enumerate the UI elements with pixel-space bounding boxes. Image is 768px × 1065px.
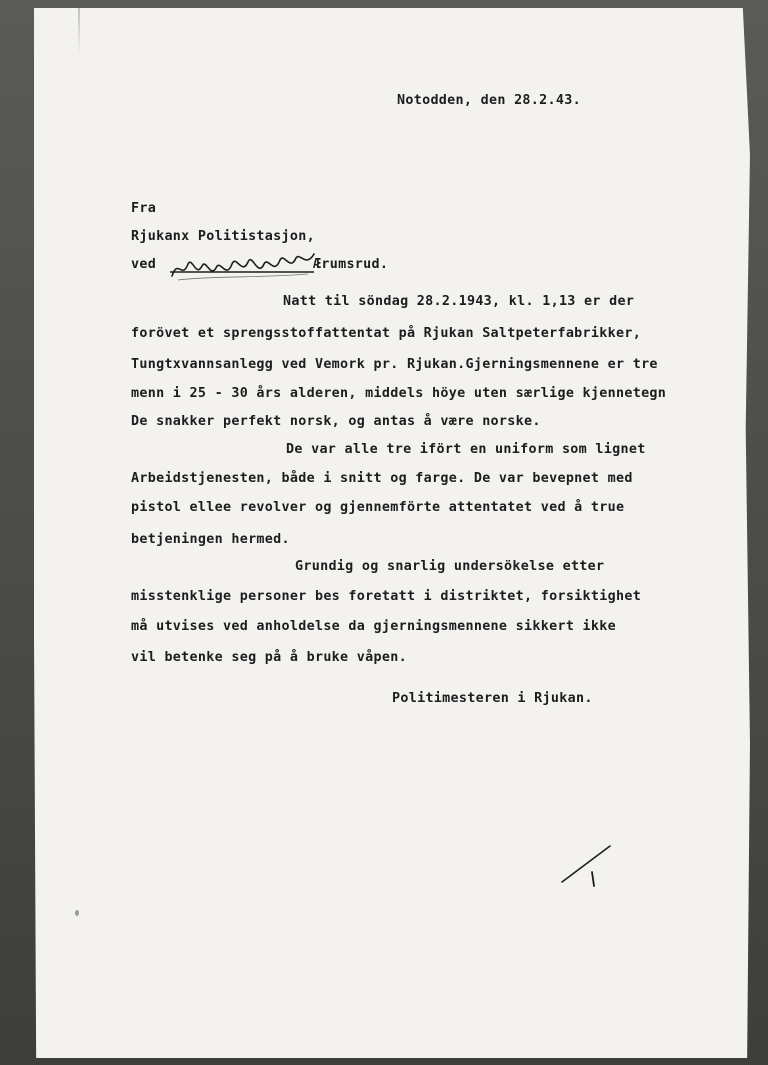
- body-line-6: De var alle tre ifört en uniform som lignet: [286, 442, 646, 457]
- handwritten-correction: [168, 250, 318, 284]
- body-line-13: vil betenke seg på å bruke våpen.: [131, 650, 407, 665]
- signature-line: Politimesteren i Rjukan.: [392, 691, 593, 706]
- body-line-2: forövet et sprengsstoffattentat på Rjukan Saltpeterfabrikker,: [131, 326, 642, 341]
- body-line-11: misstenklige personer bes foretatt i distriktet, forsiktighet: [131, 589, 642, 604]
- body-line-7: Arbeidstjenesten, både i snitt og farge. De var bevepnet med: [131, 471, 633, 486]
- body-line-1: Natt til söndag 28.2.1943, kl. 1,13 er der: [283, 294, 635, 309]
- body-line-4: menn i 25 - 30 års alderen, middels höye uten særlige kjennetegn: [131, 386, 667, 401]
- body-line-10: Grundig og snarlig undersökelse etter: [295, 559, 605, 574]
- paper-crease: [78, 8, 80, 54]
- sender-line-2-prefix: ved: [131, 257, 157, 272]
- date-line: Notodden, den 28.2.43.: [397, 93, 581, 108]
- body-line-12: må utvises ved anholdelse da gjerningsmennene sikkert ikke: [131, 619, 616, 634]
- from-label: Fra: [131, 201, 157, 216]
- sender-line-2-suffix: Ærumsrud.: [313, 257, 389, 272]
- sender-line-1: Rjukanx Politistasjon,: [131, 229, 315, 244]
- body-line-9: betjeningen hermed.: [131, 532, 290, 547]
- margin-mark-text: /: [556, 840, 557, 841]
- margin-check-mark: [556, 840, 616, 890]
- body-line-5: De snakker perfekt norsk, og antas å være norske.: [131, 414, 541, 429]
- body-line-3: Tungtxvannsanlegg ved Vemork pr. Rjukan.Gjerningsmennene er tre: [131, 357, 658, 372]
- body-line-8: pistol ellee revolver og gjennemförte attentatet ved å true: [131, 500, 625, 515]
- paper-smudge: [75, 910, 79, 916]
